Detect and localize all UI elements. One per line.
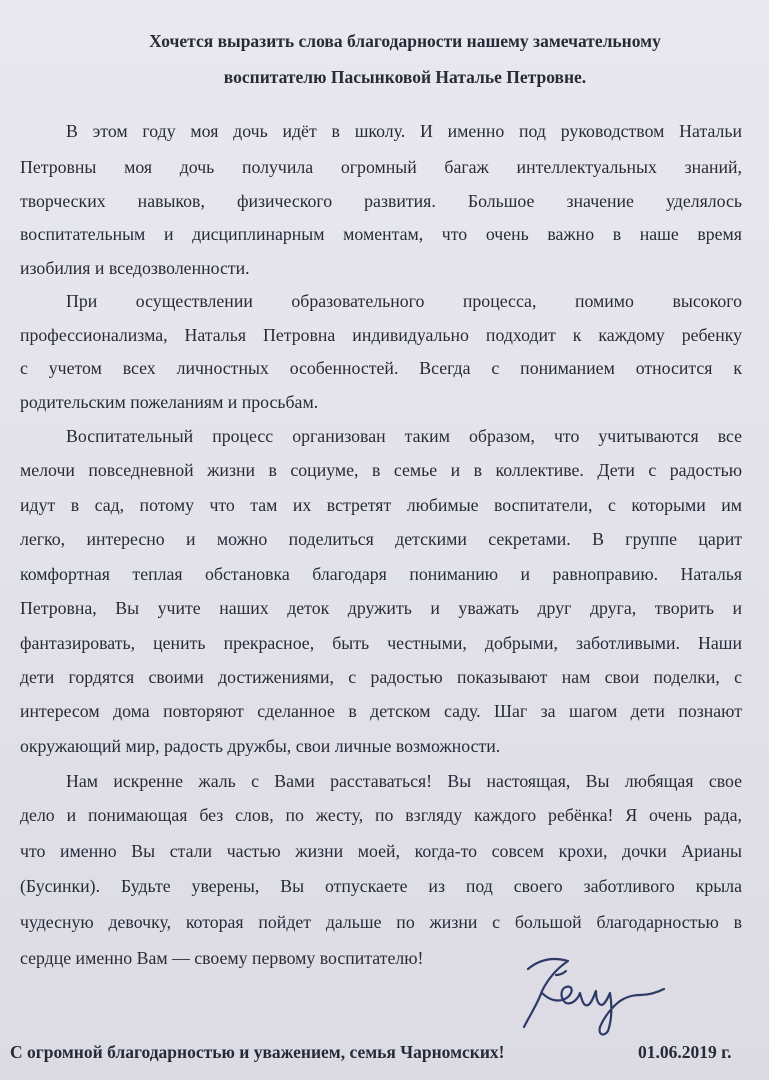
text-line: (Бусинки). Будьте уверены, Вы отпускаете из под своего заботливого крыла xyxy=(20,876,742,896)
text-line: воспитательным и дисциплинарным моментам, что очень важно в наше время xyxy=(20,224,742,244)
text-line: мелочи повседневной жизни в социуме, в семье и в коллективе. Дети с радостью xyxy=(20,460,742,480)
letter-title-line-1: Хочется выразить слова благодарности нашему замечательному xyxy=(149,31,661,51)
text-line: идут в сад, потому что там их встретят любимые воспитатели, с которыми им xyxy=(20,495,742,515)
text-line: фантазировать, ценить прекрасное, быть честными, добрыми, заботливыми. Наши xyxy=(20,633,742,653)
text-line: окружающий мир, радость дружбы, свои личные возможности. xyxy=(20,736,501,756)
text-line: В этом году моя дочь идёт в школу. И именно под руководством Натальи xyxy=(66,121,742,141)
text-line: профессионализма, Наталья Петровна индивидуально подходит к каждому ребенку xyxy=(20,325,742,345)
text-line: Воспитательный процесс организован таким образом, что учитываются все xyxy=(66,426,742,446)
text-line: с учетом всех личностных особенностей. Всегда с пониманием относится к xyxy=(20,358,742,378)
text-line: интересом дома повторяют сделанное в детском саду. Шаг за шагом дети познают xyxy=(20,701,742,721)
text-line: Петровна, Вы учите наших деток дружить и уважать друг друга, творить и xyxy=(20,598,742,618)
handwritten-signature xyxy=(516,945,666,1040)
text-line: что именно Вы стали частью жизни моей, когда-то совсем крохи, дочки Арианы xyxy=(20,841,742,861)
text-line: легко, интересно и можно поделиться детскими секретами. В группе царит xyxy=(20,529,742,549)
text-line: чудесную девочку, которая пойдет дальше по жизни с большой благодарностью в xyxy=(20,912,742,932)
text-line: Нам искренне жаль с Вами расставаться! Вы настоящая, Вы любящая свое xyxy=(66,771,742,791)
text-line: При осуществлении образовательного процесса, помимо высокого xyxy=(66,291,742,311)
text-line: дело и понимающая без слов, по жесту, по взгляду каждого ребёнка! Я очень рада, xyxy=(20,805,742,825)
text-line: дети гордятся своими достижениями, с радостью показывают нам свои поделки, с xyxy=(20,667,742,687)
text-line: Петровны моя дочь получила огромный багаж интеллектуальных знаний, xyxy=(20,157,742,177)
text-line: родительским пожеланиям и просьбам. xyxy=(20,392,319,412)
text-line: сердце именно Вам — своему первому воспитателю! xyxy=(20,948,424,968)
text-line: изобилия и вседозволенности. xyxy=(20,258,250,278)
closing-line: С огромной благодарностью и уважением, семья Чарномских! xyxy=(10,1042,505,1062)
letter-title-line-2: воспитателю Пасынковой Наталье Петровне. xyxy=(223,67,587,87)
text-line: комфортная теплая обстановка благодаря пониманию и равноправию. Наталья xyxy=(20,564,742,584)
text-line: творческих навыков, физического развития. Большое значение уделялось xyxy=(20,191,742,211)
letter-date: 01.06.2019 г. xyxy=(638,1042,732,1062)
